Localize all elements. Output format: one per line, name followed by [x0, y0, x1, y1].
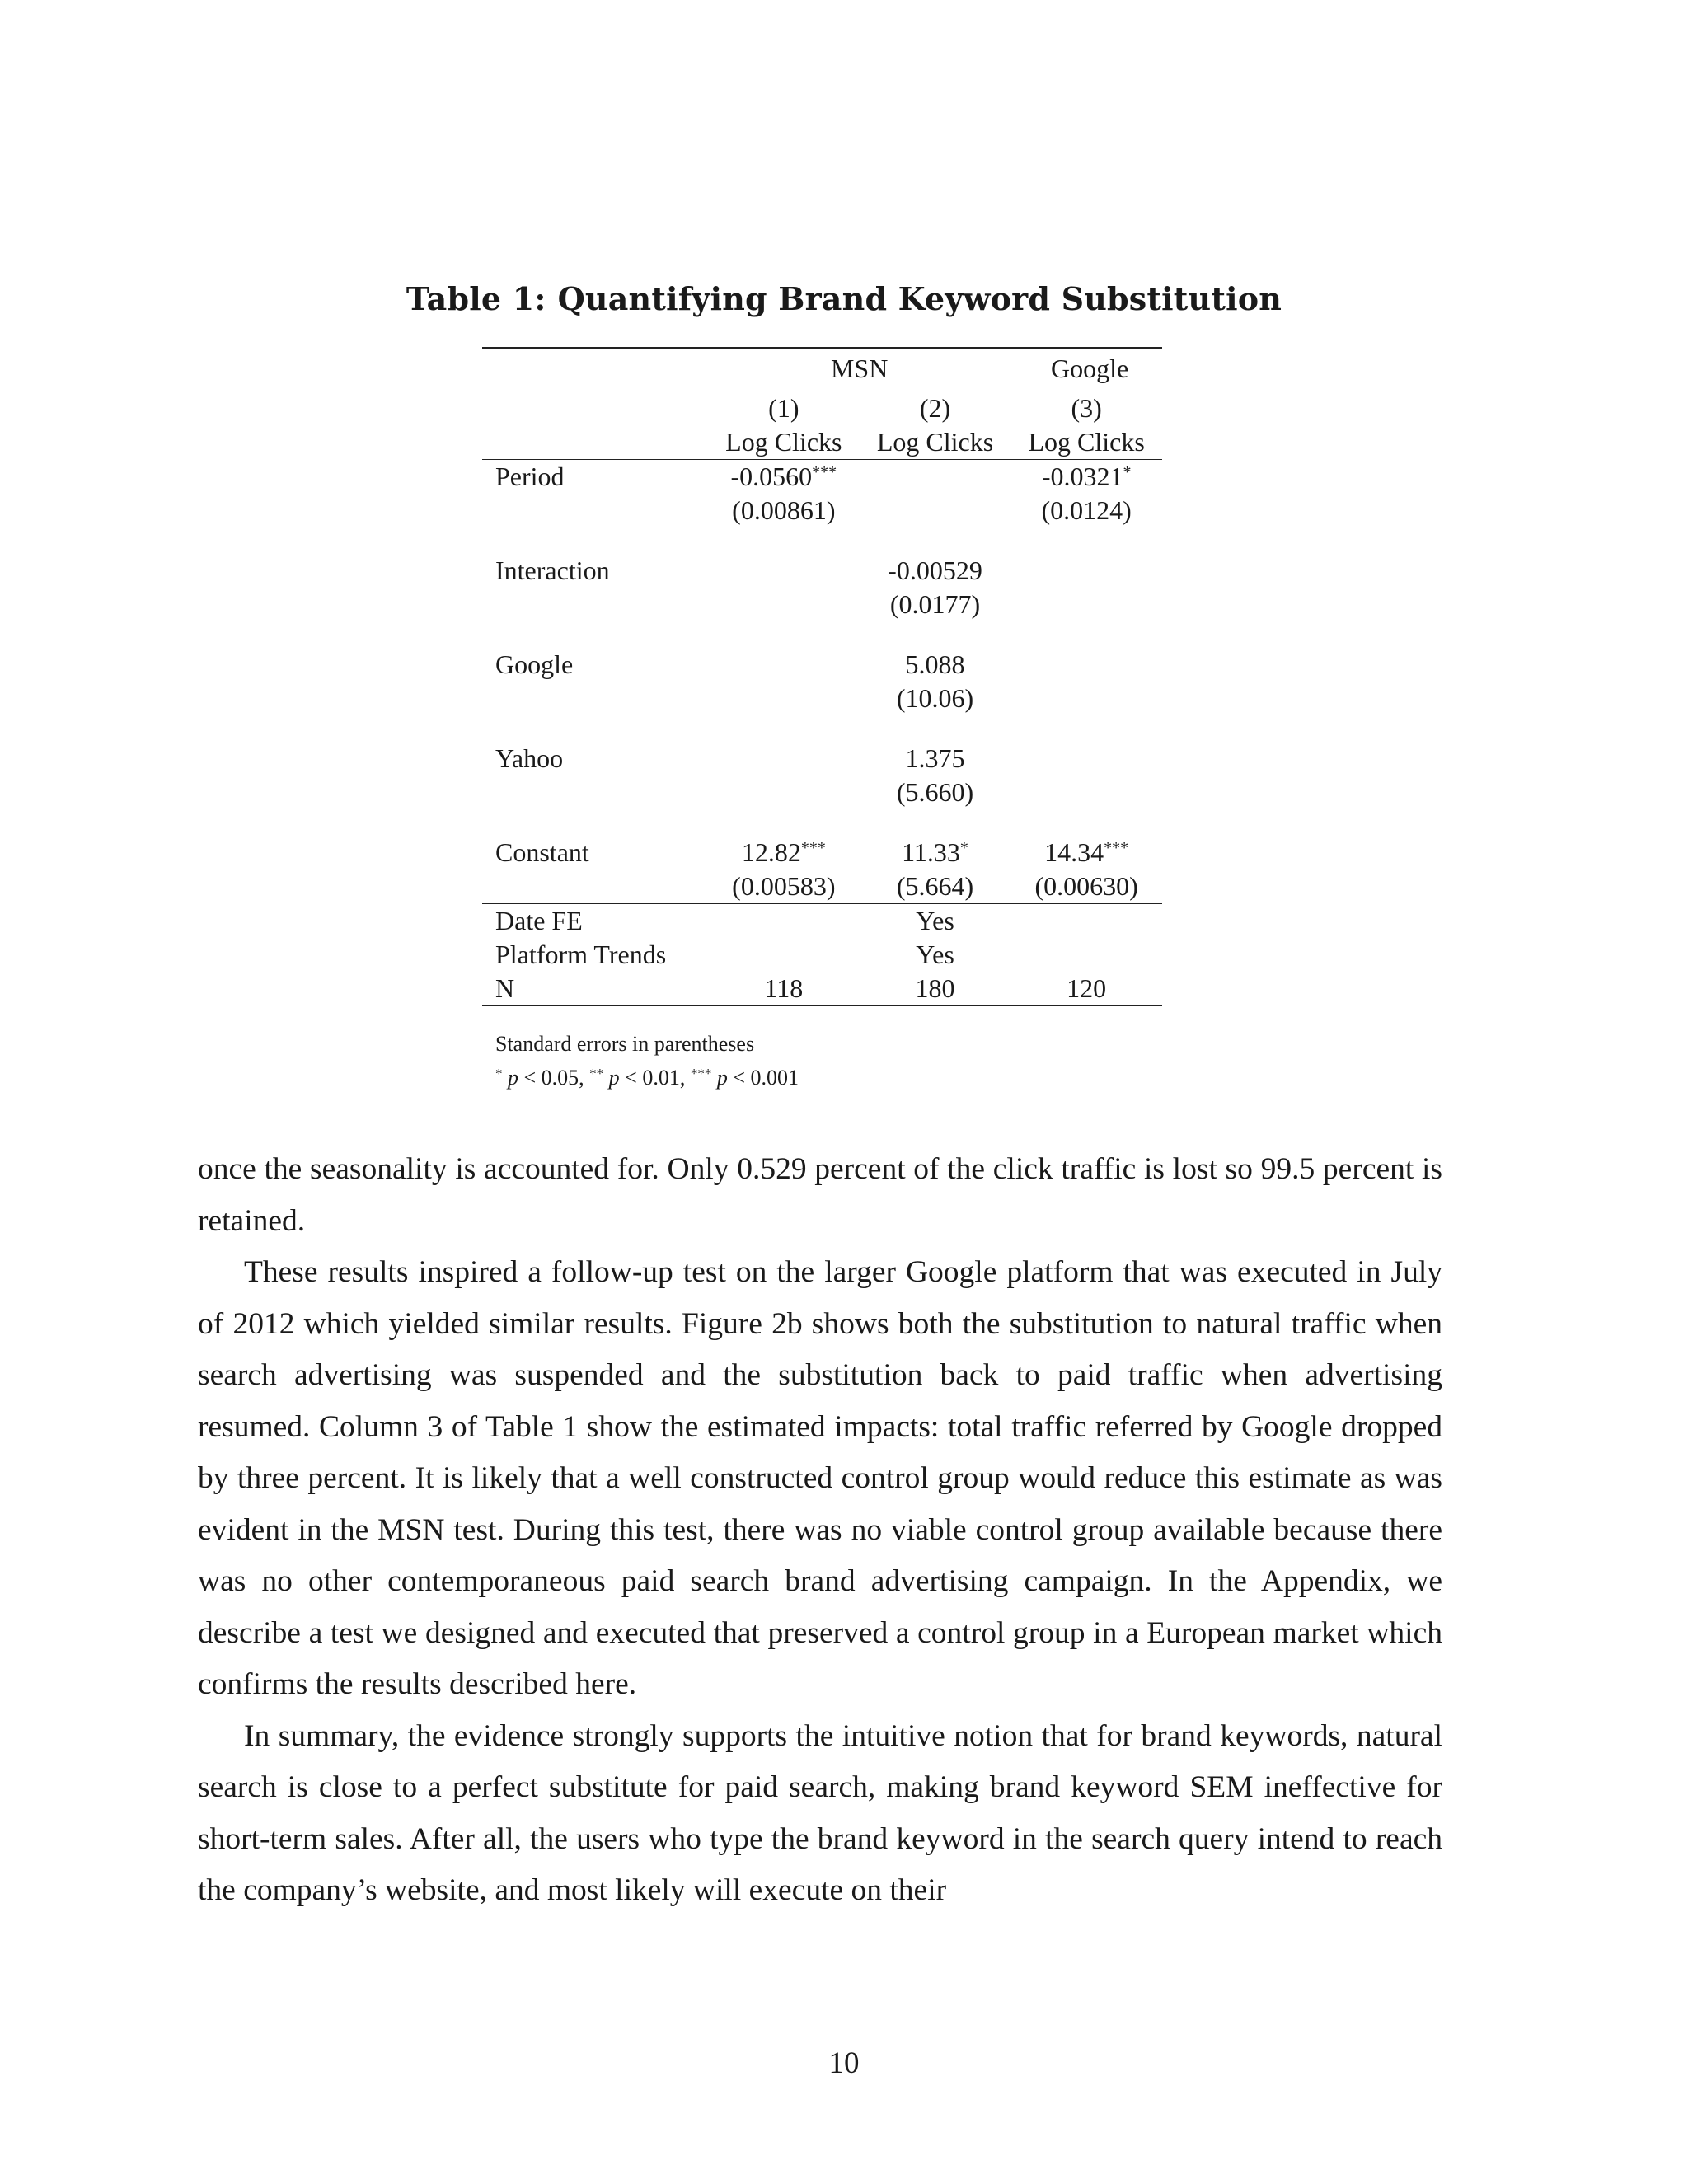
body-text [198, 1144, 1442, 1917]
footer-cell [1010, 938, 1162, 972]
coef-cell [708, 648, 860, 682]
row-label: Interaction [495, 555, 610, 585]
se-cell: (5.660) [896, 777, 974, 807]
coef-cell [860, 460, 1011, 494]
table-row-period-se [482, 494, 1162, 527]
coef-cell: 1.375 [905, 743, 965, 773]
footer-cell [1010, 904, 1162, 939]
footer-cell: 120 [1010, 972, 1162, 1006]
bottom-rule [482, 1006, 1162, 1010]
row-label: Yahoo [495, 743, 564, 773]
se-cell: (0.00861) [732, 495, 836, 525]
table-caption [0, 280, 1688, 317]
table-row-constant-se [482, 869, 1162, 904]
footer-cell: Yes [860, 904, 1011, 939]
col-num: (2) [919, 393, 951, 423]
dep-var: Log Clicks [876, 427, 994, 457]
row-label: Constant [495, 837, 589, 867]
table-title: Quantifying Brand Keyword Substitution [557, 280, 1282, 317]
table-row-interaction [482, 554, 1162, 588]
paragraph-2: These results inspired a follow-up test on the larger Google platform that was executed in July of 2012 which yielded similar results. Figure 2b shows both the substitution to natural traffic when search advertising was suspended and the substitution back to paid traffic when advertising resumed. Column 3 of Table 1 show the estimated impacts: total traffic referred by Google dropped by three percent. It is likely that a well constructed control group would reduce this estimate as was evident in the MSN test. During this test, there was no viable control group available because there was no other contemporaneous paid search brand advertising campaign. In the Appendix, we describe a test we designed and executed that preserved a control group in a European market which confirms the results described here. [198, 1255, 1442, 1701]
table-number: Table 1: [406, 280, 546, 317]
page-number: 10 [828, 2046, 860, 2080]
se-cell: (0.00583) [732, 871, 836, 901]
table-row-period [482, 460, 1162, 494]
coef-cell [708, 554, 860, 588]
table-row-yahoo [482, 742, 1162, 776]
table-row-constant [482, 836, 1162, 869]
regression-table [482, 347, 1162, 1010]
group-msn: MSN [721, 352, 997, 391]
row-label: Date FE [482, 904, 708, 939]
footer-cell: 118 [708, 972, 860, 1006]
se-cell [1010, 682, 1162, 715]
se-cell: (0.0177) [889, 589, 981, 619]
coef-cell [1010, 648, 1162, 682]
se-cell [1010, 776, 1162, 809]
se-cell [708, 776, 860, 809]
se-cell: (0.00630) [1034, 871, 1138, 901]
coef-cell: 14.34*** [1044, 837, 1129, 867]
footer-cell [708, 938, 860, 972]
coef-cell: 11.33* [902, 837, 968, 867]
group-header-row [482, 352, 1162, 391]
se-cell [708, 682, 860, 715]
table-row-google [482, 648, 1162, 682]
row-label: N [482, 972, 708, 1006]
se-cell: (10.06) [896, 683, 974, 713]
coef-cell [1010, 742, 1162, 776]
table-row-yahoo-se [482, 776, 1162, 809]
se-cell [860, 494, 1011, 527]
coef-cell [1010, 554, 1162, 588]
coef-cell: 12.82*** [741, 837, 826, 867]
table-row-date-fe [482, 904, 1162, 939]
se-cell: (0.0124) [1041, 495, 1132, 525]
coef-cell: -0.0321* [1010, 460, 1162, 494]
dep-var-row [482, 425, 1162, 460]
footer-cell: Yes [916, 940, 954, 969]
footer-cell: 180 [860, 972, 1011, 1006]
row-label: Google [495, 649, 574, 679]
coef-cell [708, 742, 860, 776]
se-cell [1010, 588, 1162, 621]
notes-line-2: * p < 0.05, ** p < 0.01, *** p < 0.001 [495, 1066, 799, 1090]
footer-cell [708, 904, 860, 939]
dep-var: Log Clicks [1028, 427, 1145, 457]
coef-cell: 5.088 [905, 649, 965, 679]
se-cell: (5.664) [896, 871, 974, 901]
row-label: Platform Trends [495, 940, 667, 969]
coef-cell: -0.00529 [888, 555, 982, 585]
table-row-interaction-se [482, 588, 1162, 621]
coef-cell: -0.0560*** [708, 460, 860, 494]
column-number-row [482, 391, 1162, 425]
row-label: Period [482, 460, 708, 494]
table-row-n [482, 972, 1162, 1006]
col-num: (3) [1071, 393, 1102, 423]
dep-var: Log Clicks [725, 427, 842, 457]
col-num: (1) [768, 393, 799, 423]
notes-line-1: Standard errors in parentheses [495, 1032, 755, 1056]
table-row-platform-trends [482, 938, 1162, 972]
group-google: Google [1024, 352, 1156, 391]
paragraph-1: once the seasonality is accounted for. Only 0.529 percent of the click traffic is lost so 99.5 percent is retained. [198, 1152, 1442, 1238]
table-row-google-se [482, 682, 1162, 715]
table-notes [495, 1027, 799, 1094]
se-cell [708, 588, 860, 621]
paragraph-3: In summary, the evidence strongly supports the intuitive notion that for brand keywords, natural search is close to a perfect substitute for paid search, making brand keyword SEM ineffective for short-term sales. After all, the users who type the brand keyword in the search query intend to reach the company’s website, and most likely will execute on their [198, 1718, 1442, 1907]
